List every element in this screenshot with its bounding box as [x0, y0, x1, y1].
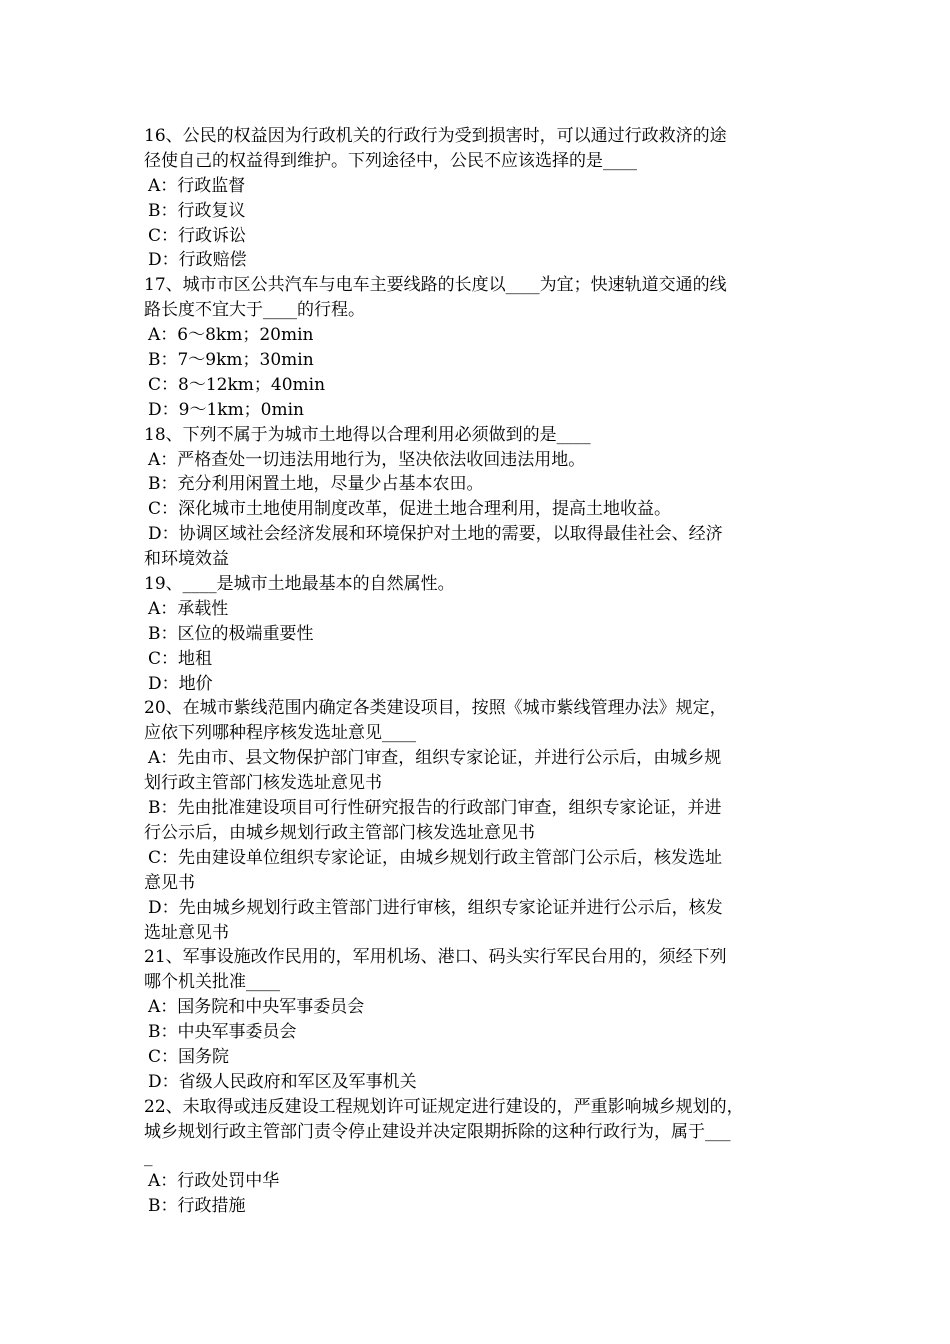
answer-option-line: D：地价: [148, 673, 213, 694]
question-text-line: 划行政主管部门核发选址意见书: [144, 773, 382, 794]
question-text-line: 18、下列不属于为城市土地得以合理利用必须做到的是____: [144, 424, 591, 445]
answer-option-line: D：行政赔偿: [148, 250, 247, 271]
answer-option-line: A：先由市、县文物保护部门审查，组织专家论证，并进行公示后，由城乡规: [148, 748, 722, 769]
document-body: [144, 124, 824, 1219]
question-text-line: 21、军事设施改作民用的，军用机场、港口、码头实行军民台用的，须经下列: [144, 947, 727, 968]
question-text-line: 路长度不宜大于____的行程。: [144, 300, 365, 321]
question-text-line: 哪个机关批准____: [144, 972, 280, 993]
answer-option-line: D：协调区域社会经济发展和环境保护对土地的需要，以取得最佳社会、经济: [148, 524, 723, 545]
answer-option-line: C：行政诉讼: [148, 225, 247, 246]
answer-option-line: C：8～12km；40min: [148, 374, 326, 395]
question-text-line: _: [144, 1146, 153, 1167]
answer-option-line: D：省级人民政府和军区及军事机关: [148, 1071, 417, 1092]
question-text-line: 22、未取得或违反建设工程规划许可证规定进行建设的，严重影响城乡规划的，: [144, 1096, 744, 1117]
question-text-line: 20、在城市紫线范围内确定各类建设项目，按照《城市紫线管理办法》规定，: [144, 698, 727, 719]
question-text-line: 19、____是城市土地最基本的自然属性。: [144, 574, 455, 595]
question-text-line: 和环境效益: [144, 549, 229, 570]
answer-option-line: B：区位的极端重要性: [148, 623, 314, 644]
answer-option-line: A：6～8km；20min: [148, 325, 314, 346]
answer-option-line: C：深化城市土地使用制度改革，促进土地合理利用，提高土地收益。: [148, 499, 672, 520]
question-text-line: 应依下列哪种程序核发选址意见____: [144, 723, 416, 744]
question-text-line: 16、公民的权益因为行政机关的行政行为受到损害时，可以通过行政救济的途: [144, 126, 727, 146]
answer-option-line: D：先由城乡规划行政主管部门进行审核，组织专家论证并进行公示后，核发: [148, 897, 723, 918]
answer-option-line: D：9～1km；0min: [148, 399, 305, 420]
question-text-line: 行公示后，由城乡规划行政主管部门核发选址意见书: [144, 822, 535, 843]
question-text-line: 意见书: [144, 872, 195, 893]
answer-option-line: A：承载性: [148, 598, 229, 619]
answer-option-line: C：国务院: [148, 1046, 230, 1067]
answer-option-line: A：行政监督: [148, 175, 246, 196]
answer-option-line: B：中央军事委员会: [148, 1022, 297, 1043]
answer-option-line: B：行政复议: [148, 200, 246, 221]
answer-option-line: C：先由建设单位组织专家论证，由城乡规划行政主管部门公示后，核发选址: [148, 847, 723, 868]
answer-option-line: A：行政处罚中华: [148, 1171, 280, 1192]
question-text-line: 城乡规划行政主管部门责令停止建设并决定限期拆除的这种行政行为，属于___: [144, 1121, 731, 1142]
answer-option-line: C：地租: [148, 648, 213, 669]
question-text-line: 17、城市市区公共汽车与电车主要线路的长度以____为宜；快速轨道交通的线: [144, 275, 727, 296]
question-text-line: 选址意见书: [144, 922, 229, 943]
answer-option-line: B：7～9km；30min: [148, 350, 314, 371]
answer-option-line: A：严格查处一切违法用地行为，坚决依法收回违法用地。: [148, 449, 586, 470]
answer-option-line: A：国务院和中央军事委员会: [148, 997, 365, 1018]
answer-option-line: B：行政措施: [148, 1196, 246, 1217]
answer-option-line: B：充分利用闲置土地，尽量少占基本农田。: [148, 474, 484, 495]
question-text-line: 径使自己的权益得到维护。下列途径中，公民不应该选择的是____: [144, 150, 637, 171]
answer-option-line: B：先由批准建设项目可行性研究报告的行政部门审查，组织专家论证，并进: [148, 798, 722, 819]
